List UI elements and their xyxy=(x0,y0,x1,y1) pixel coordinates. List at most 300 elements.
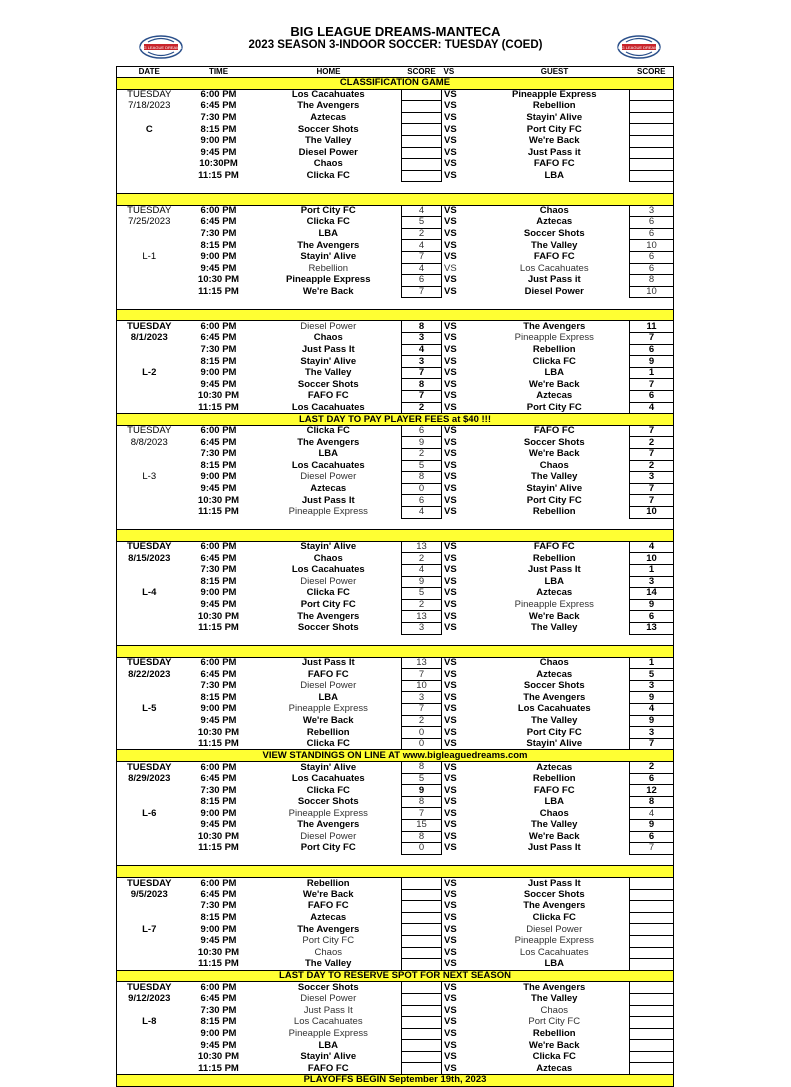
table-row xyxy=(117,912,674,924)
table-row xyxy=(117,147,674,159)
table-row xyxy=(117,1028,674,1040)
guest-score-cell: 9 xyxy=(630,820,674,832)
table-row xyxy=(117,1063,674,1075)
home-score-cell xyxy=(402,1028,442,1040)
home-team-cell: We're Back xyxy=(302,715,354,726)
vs-cell: VS xyxy=(444,935,457,947)
band-label xyxy=(117,309,674,321)
vs-cell: VS xyxy=(444,726,457,738)
guest-team-cell: Los Cacahuates xyxy=(519,263,589,274)
band-label xyxy=(117,193,674,205)
guest-score-cell: 9 xyxy=(630,692,674,704)
vs-cell: VS xyxy=(444,819,457,831)
table-row xyxy=(117,251,674,263)
home-team-cell: Clicka FC xyxy=(306,738,350,749)
home-score-cell: 8 xyxy=(402,379,442,391)
home-team-cell: Just Pass It xyxy=(301,494,355,506)
guest-team-cell: Just Pass It xyxy=(527,877,581,889)
table-row xyxy=(117,808,674,820)
table-row xyxy=(117,773,674,785)
guest-score-cell: 7 xyxy=(630,843,674,855)
table-row xyxy=(117,275,674,287)
table-row xyxy=(117,170,674,182)
guest-score-cell: 7 xyxy=(630,495,674,507)
date-cell xyxy=(117,495,182,507)
spacer-cell xyxy=(117,634,674,646)
guest-team-cell: The Avengers xyxy=(523,691,586,703)
table-row xyxy=(117,344,674,356)
date-cell: L-8 xyxy=(142,1016,157,1028)
guest-team-cell: We're Back xyxy=(528,135,580,147)
guest-score-cell xyxy=(630,124,674,136)
vs-cell: VS xyxy=(444,483,457,495)
time-cell: 7:30 PM xyxy=(200,112,237,124)
home-team-cell: Port City FC xyxy=(300,205,356,217)
table-row xyxy=(117,553,674,565)
home-score-cell xyxy=(402,170,442,182)
time-cell: 6:00 PM xyxy=(200,541,237,553)
time-cell: 8:15 PM xyxy=(200,576,237,587)
time-cell: 6:45 PM xyxy=(200,993,237,1005)
date-cell: TUESDAY xyxy=(127,425,172,437)
table-row xyxy=(117,796,674,808)
date-cell xyxy=(117,738,182,750)
home-score-cell xyxy=(402,124,442,136)
vs-cell: VS xyxy=(444,599,457,611)
guest-score-cell: 4 xyxy=(630,541,674,553)
guest-score-cell xyxy=(630,993,674,1005)
vs-cell: VS xyxy=(444,738,457,749)
spacer-cell xyxy=(117,518,674,530)
vs-cell: VS xyxy=(444,112,457,124)
vs-cell: VS xyxy=(444,228,457,240)
vs-cell: VS xyxy=(444,89,457,101)
table-row xyxy=(117,831,674,843)
home-score-cell: 4 xyxy=(402,506,442,518)
guest-score-cell: 6 xyxy=(630,611,674,623)
home-team-cell: Clicka FC xyxy=(306,587,350,599)
vs-cell: VS xyxy=(444,100,457,112)
home-score-cell: 2 xyxy=(402,402,442,414)
home-score-cell: 10 xyxy=(402,680,442,692)
home-team-cell: FAFO FC xyxy=(307,1062,349,1074)
guest-score-cell: 4 xyxy=(630,402,674,414)
date-cell: L-6 xyxy=(142,807,157,819)
home-score-cell xyxy=(402,889,442,901)
date-cell xyxy=(117,1028,182,1040)
guest-team-cell: Pineapple Express xyxy=(514,332,594,344)
date-cell xyxy=(117,159,182,171)
time-cell: 11:15 PM xyxy=(198,1062,239,1074)
home-score-cell: 13 xyxy=(402,611,442,623)
guest-score-cell xyxy=(630,170,674,182)
guest-team-cell: The Valley xyxy=(531,715,578,726)
time-cell: 10:30 PM xyxy=(197,831,240,842)
date-cell: L-5 xyxy=(142,703,157,715)
home-score-cell: 4 xyxy=(402,263,442,275)
guest-score-cell: 6 xyxy=(630,391,674,403)
guest-team-cell: Clicka FC xyxy=(532,1051,576,1063)
vs-cell: VS xyxy=(444,321,457,333)
table-row xyxy=(117,669,674,681)
home-score-cell xyxy=(402,901,442,913)
vs-cell: VS xyxy=(444,703,457,715)
home-team-cell: Rebellion xyxy=(306,726,350,738)
date-cell: L-1 xyxy=(142,251,157,263)
time-cell: 9:45 PM xyxy=(200,599,237,611)
date-cell: TUESDAY xyxy=(126,657,172,669)
date-cell xyxy=(117,1005,182,1017)
home-team-cell: Diesel Power xyxy=(298,147,358,158)
home-score-cell: 7 xyxy=(402,808,442,820)
table-row xyxy=(117,877,674,889)
home-score-cell xyxy=(402,147,442,159)
date-cell: TUESDAY xyxy=(126,321,172,333)
home-score-cell: 0 xyxy=(402,738,442,750)
home-score-cell: 2 xyxy=(402,553,442,565)
table-row xyxy=(117,1051,674,1063)
vs-cell: VS xyxy=(444,541,457,553)
table-row xyxy=(117,762,674,774)
home-score-cell: 15 xyxy=(402,820,442,832)
time-cell: 7:30 PM xyxy=(200,784,237,796)
vs-cell: VS xyxy=(444,981,457,993)
time-cell: 7:30 PM xyxy=(200,344,237,355)
home-score-cell xyxy=(402,1017,442,1029)
time-cell: 11:15 PM xyxy=(198,170,239,182)
guest-team-cell: Port City FC xyxy=(526,123,582,135)
home-team-cell: Aztecas xyxy=(310,483,347,495)
home-score-cell: 7 xyxy=(402,669,442,681)
section-band xyxy=(117,414,674,426)
home-score-cell: 8 xyxy=(402,762,442,774)
time-cell: 8:15 PM xyxy=(200,460,237,471)
home-score-cell: 3 xyxy=(402,622,442,634)
home-team-cell: Just Pass It xyxy=(301,344,355,355)
table-row xyxy=(117,576,674,588)
home-score-cell: 5 xyxy=(402,773,442,785)
time-cell: 7:30 PM xyxy=(200,564,237,576)
spacer-row xyxy=(117,634,674,646)
table-row xyxy=(117,112,674,124)
vs-cell: VS xyxy=(444,610,457,622)
date-cell xyxy=(117,449,182,461)
home-team-cell: The Avengers xyxy=(297,436,360,448)
logo-right-text: BIG LEAGUE DREAMS xyxy=(617,45,661,50)
league-logo-left xyxy=(138,33,184,61)
guest-score-cell xyxy=(630,112,674,124)
home-score-cell: 0 xyxy=(402,843,442,855)
table-row xyxy=(117,472,674,484)
table-row xyxy=(117,1040,674,1052)
guest-team-cell: Stayin' Alive xyxy=(526,112,583,124)
guest-team-cell: Just Pass It xyxy=(527,564,581,576)
spacer-row xyxy=(117,854,674,866)
home-score-cell: 3 xyxy=(402,692,442,704)
vs-cell: VS xyxy=(444,773,457,784)
guest-team-cell: Clicka FC xyxy=(532,912,576,924)
vs-cell: VS xyxy=(444,576,457,587)
home-score-cell xyxy=(402,159,442,171)
guest-team-cell: Aztecas xyxy=(536,390,573,402)
date-cell xyxy=(117,263,182,275)
guest-score-cell: 14 xyxy=(630,588,674,600)
vs-cell: VS xyxy=(444,912,457,924)
date-cell: 7/18/2023 xyxy=(128,100,171,112)
home-score-cell: 7 xyxy=(402,391,442,403)
vs-cell: VS xyxy=(444,135,457,147)
band-label: CLASSIFICATION GAME xyxy=(117,78,674,90)
vs-cell: VS xyxy=(444,680,457,692)
table-row xyxy=(117,947,674,959)
guest-team-cell: LBA xyxy=(544,367,565,379)
guest-score-cell xyxy=(630,1040,674,1052)
home-team-cell: Soccer Shots xyxy=(297,622,359,634)
date-cell: L-2 xyxy=(142,367,157,379)
vs-cell: VS xyxy=(444,147,457,158)
table-row xyxy=(117,135,674,147)
vs-cell: VS xyxy=(444,784,457,796)
home-score-cell: 9 xyxy=(402,785,442,797)
home-score-cell: 8 xyxy=(402,321,442,333)
guest-team-cell: The Avengers xyxy=(523,981,586,993)
table-row xyxy=(117,367,674,379)
table-row xyxy=(117,101,674,113)
table-row xyxy=(117,657,674,669)
guest-team-cell: The Valley xyxy=(531,239,578,251)
time-cell: 9:45 PM xyxy=(200,1039,237,1051)
vs-cell: VS xyxy=(444,889,457,900)
home-score-cell xyxy=(402,1051,442,1063)
date-cell xyxy=(117,483,182,495)
guest-team-cell: Rebellion xyxy=(532,100,576,112)
home-team-cell: FAFO FC xyxy=(307,668,349,680)
time-cell: 11:15 PM xyxy=(198,622,239,634)
guest-team-cell: Los Cacahuates xyxy=(517,703,591,715)
guest-score-cell xyxy=(630,924,674,936)
date-cell xyxy=(117,912,182,924)
table-row xyxy=(117,449,674,461)
home-team-cell: The Avengers xyxy=(297,610,360,622)
guest-score-cell: 2 xyxy=(630,437,674,449)
home-team-cell: Just Pass It xyxy=(301,657,355,669)
guest-score-cell: 5 xyxy=(630,669,674,681)
home-team-cell: LBA xyxy=(318,228,339,240)
table-row xyxy=(117,402,674,414)
guest-team-cell: We're Back xyxy=(528,610,580,622)
time-cell: 11:15 PM xyxy=(198,286,239,297)
table-row xyxy=(117,993,674,1005)
date-cell: 8/1/2023 xyxy=(130,332,168,344)
guest-team-cell: Chaos xyxy=(539,657,569,669)
vs-cell: VS xyxy=(444,587,457,599)
home-team-cell: We're Back xyxy=(302,286,354,297)
home-team-cell: FAFO FC xyxy=(307,390,349,402)
time-cell: 9:45 PM xyxy=(200,147,237,158)
guest-score-cell: 13 xyxy=(630,622,674,634)
home-score-cell: 2 xyxy=(402,715,442,727)
guest-team-cell: Soccer Shots xyxy=(523,228,585,240)
guest-team-cell: Just Pass it xyxy=(527,147,581,158)
date-cell xyxy=(117,622,182,634)
guest-team-cell: LBA xyxy=(544,576,565,587)
guest-team-cell: Port City FC xyxy=(526,494,582,506)
guest-team-cell: LBA xyxy=(544,958,565,970)
guest-team-cell: Rebellion xyxy=(532,344,576,355)
home-team-cell: Los Cacahuates xyxy=(293,1016,363,1028)
home-team-cell: Diesel Power xyxy=(300,471,357,483)
guest-score-cell: 4 xyxy=(630,808,674,820)
time-cell: 9:45 PM xyxy=(200,483,237,495)
date-cell: TUESDAY xyxy=(127,89,172,101)
home-team-cell: Chaos xyxy=(314,947,342,958)
time-cell: 6:45 PM xyxy=(200,100,237,112)
guest-score-cell xyxy=(630,1017,674,1029)
home-team-cell: Pineapple Express xyxy=(288,703,368,715)
time-cell: 6:00 PM xyxy=(200,205,237,217)
table-row xyxy=(117,785,674,797)
time-cell: 11:15 PM xyxy=(198,506,239,518)
guest-score-cell: 7 xyxy=(630,379,674,391)
vs-cell: VS xyxy=(444,436,457,448)
guest-score-cell: 9 xyxy=(630,356,674,368)
vs-cell: VS xyxy=(444,216,457,228)
home-score-cell: 3 xyxy=(402,333,442,345)
home-team-cell: Diesel Power xyxy=(300,680,357,692)
time-cell: 9:45 PM xyxy=(200,378,237,390)
home-team-cell: Clicka FC xyxy=(306,216,350,228)
date-cell xyxy=(117,506,182,518)
guest-team-cell: The Avengers xyxy=(523,321,586,333)
table-row xyxy=(117,391,674,403)
date-cell xyxy=(117,843,182,855)
guest-score-cell: 7 xyxy=(630,483,674,495)
guest-team-cell: We're Back xyxy=(528,1039,580,1051)
home-score-cell: 9 xyxy=(402,437,442,449)
guest-score-cell: 6 xyxy=(630,251,674,263)
spacer-cell xyxy=(117,854,674,866)
home-team-cell: Pineapple Express xyxy=(286,274,371,286)
home-team-cell: The Avengers xyxy=(297,100,360,112)
table-row xyxy=(117,460,674,472)
spacer-cell xyxy=(117,182,674,194)
home-team-cell: Rebellion xyxy=(306,877,350,889)
table-row xyxy=(117,1017,674,1029)
home-score-cell xyxy=(402,1040,442,1052)
home-team-cell: Soccer Shots xyxy=(297,123,359,135)
home-score-cell: 7 xyxy=(402,251,442,263)
guest-score-cell xyxy=(630,147,674,159)
time-cell: 9:00 PM xyxy=(200,251,237,263)
home-score-cell: 7 xyxy=(402,704,442,716)
home-score-cell: 7 xyxy=(402,286,442,298)
home-team-cell: Port City FC xyxy=(302,935,355,947)
col-time-header: TIME xyxy=(182,67,256,78)
date-cell xyxy=(117,820,182,832)
time-cell: 6:45 PM xyxy=(200,552,237,564)
table-row xyxy=(117,564,674,576)
home-score-cell: 3 xyxy=(402,356,442,368)
time-cell: 9:00 PM xyxy=(200,1028,237,1039)
guest-score-cell: 11 xyxy=(630,321,674,333)
table-row xyxy=(117,727,674,739)
table-row xyxy=(117,843,674,855)
guest-score-cell: 6 xyxy=(630,263,674,275)
band-label xyxy=(117,530,674,542)
home-score-cell xyxy=(402,935,442,947)
guest-team-cell: FAFO FC xyxy=(533,425,575,437)
vs-cell: VS xyxy=(444,1005,457,1016)
guest-team-cell: Rebellion xyxy=(532,552,576,564)
date-cell xyxy=(117,796,182,808)
home-score-cell: 13 xyxy=(402,657,442,669)
date-cell xyxy=(117,947,182,959)
guest-team-cell: Stayin' Alive xyxy=(526,738,583,749)
date-cell xyxy=(117,286,182,298)
home-score-cell: 2 xyxy=(402,599,442,611)
date-cell: TUESDAY xyxy=(126,761,172,773)
vs-cell: VS xyxy=(444,923,457,935)
table-row xyxy=(117,541,674,553)
table-row xyxy=(117,889,674,901)
guest-team-cell: Port City FC xyxy=(526,726,582,738)
league-logo-right xyxy=(616,33,662,61)
guest-team-cell: FAFO FC xyxy=(533,541,575,553)
home-team-cell: Aztecas xyxy=(310,912,347,924)
guest-team-cell: Chaos xyxy=(539,807,569,819)
guest-team-cell: Rebellion xyxy=(532,773,576,784)
time-cell: 10:30 PM xyxy=(197,390,240,402)
home-team-cell: Clicka FC xyxy=(306,170,350,182)
table-row xyxy=(117,89,674,101)
home-score-cell xyxy=(402,1063,442,1075)
guest-score-cell: 1 xyxy=(630,367,674,379)
vs-cell: VS xyxy=(444,506,457,518)
guest-score-cell: 6 xyxy=(630,228,674,240)
table-row xyxy=(117,263,674,275)
page-title: BIG LEAGUE DREAMS-MANTECA xyxy=(290,24,501,39)
guest-score-cell: 3 xyxy=(630,576,674,588)
time-cell: 6:45 PM xyxy=(200,668,237,680)
table-row xyxy=(117,437,674,449)
section-band xyxy=(117,970,674,982)
vs-cell: VS xyxy=(444,1028,457,1039)
col-guest-header: GUEST xyxy=(480,67,630,78)
time-cell: 7:30 PM xyxy=(200,228,237,240)
guest-score-cell: 10 xyxy=(630,286,674,298)
vs-cell: VS xyxy=(444,668,457,680)
guest-score-cell: 7 xyxy=(630,738,674,750)
guest-team-cell: Pineapple Express xyxy=(514,935,594,947)
home-team-cell: Just Pass It xyxy=(303,1005,353,1016)
table-row xyxy=(117,599,674,611)
col-home-score-header: SCORE xyxy=(402,67,442,78)
guest-score-cell xyxy=(630,1051,674,1063)
guest-team-cell: Diesel Power xyxy=(526,923,583,935)
vs-cell: VS xyxy=(444,564,457,576)
home-score-cell xyxy=(402,924,442,936)
vs-cell: VS xyxy=(444,657,457,669)
guest-score-cell: 6 xyxy=(630,217,674,229)
table-row xyxy=(117,588,674,600)
table-row xyxy=(117,217,674,229)
home-score-cell: 5 xyxy=(402,460,442,472)
guest-score-cell xyxy=(630,159,674,171)
home-score-cell xyxy=(402,89,442,101)
vs-cell: VS xyxy=(444,947,457,958)
time-cell: 7:30 PM xyxy=(200,448,237,460)
vs-cell: VS xyxy=(444,831,457,842)
